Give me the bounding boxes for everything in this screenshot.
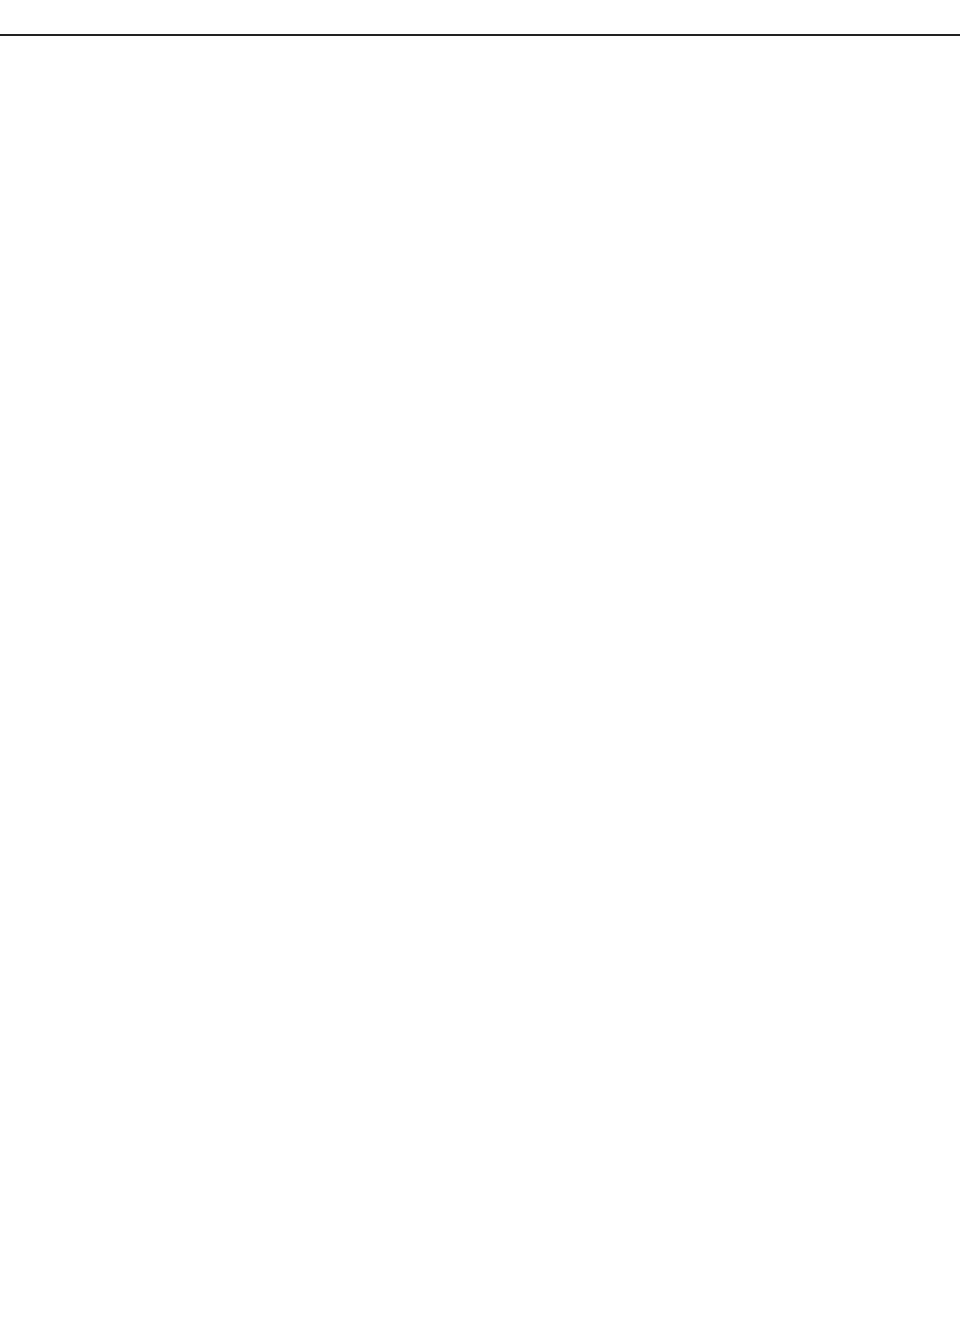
document-body: [8, 50, 952, 54]
header-rule: [0, 34, 960, 36]
